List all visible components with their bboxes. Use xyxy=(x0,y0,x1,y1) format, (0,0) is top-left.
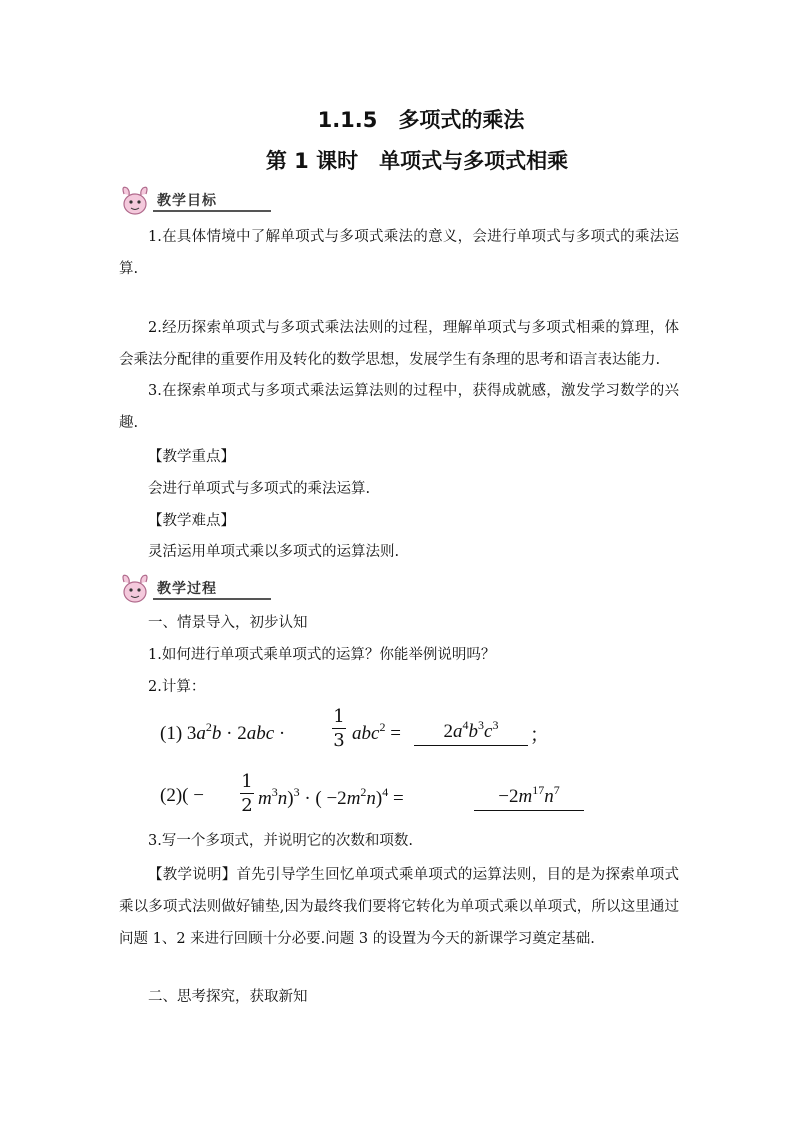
equation-1-number: (1) xyxy=(160,723,183,744)
step-2-heading: 二、思考探究，获取新知 xyxy=(148,989,308,1005)
cartoon-icon xyxy=(115,182,155,216)
badge-underline xyxy=(153,598,271,600)
fraction-numerator: 1 xyxy=(241,771,253,792)
key-point-label: 【教学重点】 xyxy=(148,449,235,465)
question-1: 1.如何进行单项式乘单项式的运算？你能举例说明吗？ xyxy=(148,647,496,663)
equation-1-end: ； xyxy=(530,725,550,746)
lesson-title: 1.1.5 多项式的乘法 xyxy=(317,108,525,132)
fraction-denominator: 2 xyxy=(241,795,253,816)
goal-2: 2.经历探索单项式与多项式乘法法则的过程，理解单项式与多项式相乘的算理，体会乘法分配律的重要作用及转化的数学思想，发展学生有条理的思考和语言表达能力. xyxy=(119,320,679,368)
difficulty-label: 【教学难点】 xyxy=(148,513,235,529)
fraction-numerator: 1 xyxy=(333,706,345,727)
equation-2-number: (2) xyxy=(160,785,183,806)
equation-2-fraction xyxy=(240,771,254,816)
badge-underline xyxy=(153,210,271,212)
section-label-goals: 教学目标 xyxy=(157,193,217,209)
section-badge-process xyxy=(115,570,275,604)
equation-1-rhs: abc$^2$ = xyxy=(352,720,401,744)
equation-2-body: $m^3n)^3$ · ( $-2m^2n)^4$ = xyxy=(258,785,404,809)
equation-2-answer: $-2m^{17}n^7$ xyxy=(474,783,584,811)
step-1-heading: 一、情景导入，初步认知 xyxy=(148,615,308,631)
key-point-text: 会进行单项式与多项式的乘法运算. xyxy=(148,481,371,497)
goal-3: 3.在探索单项式与多项式乘法运算法则的过程中，获得成就感，激发学习数学的兴趣. xyxy=(119,383,679,431)
teaching-note-text: 首先引导学生回忆单项式乘单项式的运算法则，目的是为探索单项式乘以多项式法则做好铺垫,因为最终我们要将它转化为单项式乘以单项式，所以这里通过问题 1、2 来进行回顾十分必要.问题 3 的设置为今天的新课学习奠定基础. xyxy=(119,867,680,947)
fraction-denominator: 3 xyxy=(333,730,345,751)
cartoon-icon xyxy=(115,570,155,604)
equation-1-fraction xyxy=(332,706,346,751)
equation-1-answer: $2a^4b^3c^3$ xyxy=(414,718,528,746)
section-badge-goals xyxy=(115,182,275,216)
equation-1: (1) $3a^2b \cdot 2abc$ · xyxy=(160,720,286,744)
question-2: 2.计算： xyxy=(148,679,206,695)
question-3: 3.写一个多项式，并说明它的次数和项数. xyxy=(148,833,413,849)
teaching-note xyxy=(119,859,679,955)
section-label-process: 教学过程 xyxy=(157,581,217,597)
goal-1: 1.在具体情境中了解单项式与多项式乘法的意义，会进行单项式与多项式的乘法运算. xyxy=(119,229,679,277)
difficulty-text: 灵活运用单项式乘以多项式的运算法则. xyxy=(148,544,400,560)
teaching-note-label: 【教学说明】 xyxy=(148,867,237,883)
equation-2: (2)( − xyxy=(160,785,204,806)
lesson-subtitle: 第 1 课时 单项式与多项式相乘 xyxy=(265,149,569,173)
